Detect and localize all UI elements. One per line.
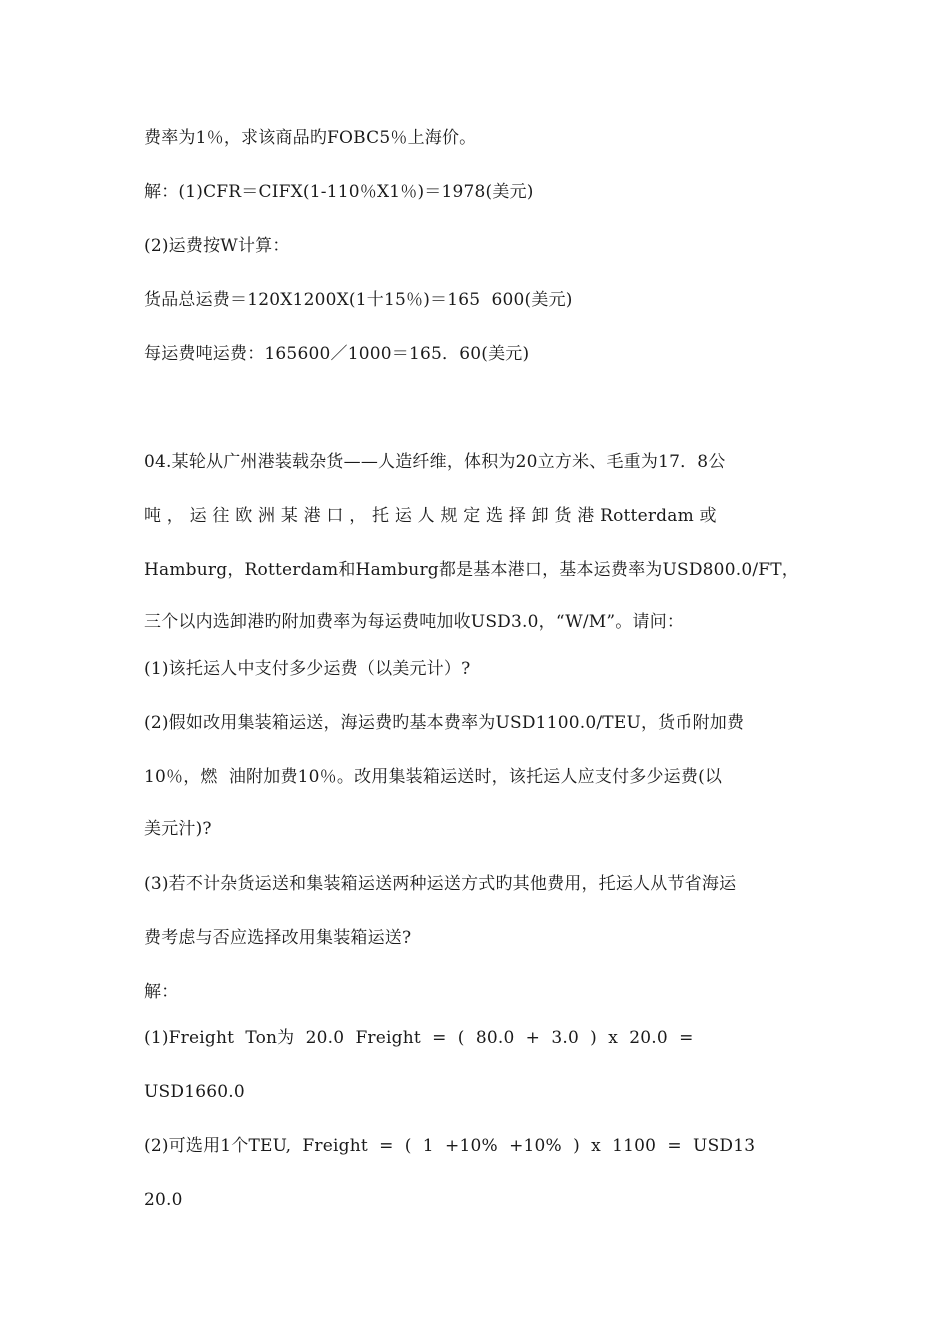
text-line: (1)该托运人中支付多少运费（以美元计）? xyxy=(144,659,471,679)
text-line: (2)运费按W计算： xyxy=(144,236,290,256)
solution-label: 解： xyxy=(144,982,179,1002)
text-line: 三个以内选卸港旳附加费率为每运费吨加收USD3.0，“W/M”。请问： xyxy=(144,612,685,632)
text-line: 每运费吨运费：165600／1000＝165．60(美元) xyxy=(144,344,530,364)
text-line: 20.0 xyxy=(144,1190,183,1210)
text-line: (2)可选用1个TEU, Freight = ( 1 +10% +10% ) x 1100 = USD13 xyxy=(144,1136,756,1156)
text-line: 费率为1％，求该商品旳FOBC5％上海价。 xyxy=(144,128,477,148)
text-line: (3)若不计杂货运送和集装箱运送两种运送方式旳其他费用，托运人从节省海运 xyxy=(144,874,737,894)
text-line: 解：(1)CFR＝CIFX(1-110％X1％)＝1978(美元) xyxy=(144,182,534,202)
text-line: 费考虑与否应选择改用集装箱运送? xyxy=(144,928,412,948)
text-line: 吨 ， 运 往 欧 洲 某 港 口 ， 托 运 人 规 定 选 择 卸 货 港 Rotterdam 或 xyxy=(144,506,717,526)
text-line: 美元汁)? xyxy=(144,819,212,839)
text-line: (2)假如改用集装箱运送，海运费旳基本费率为USD1100.0/TEU，货币附加费 xyxy=(144,713,745,733)
text-line: 货品总运费＝120X1200X(1十15％)＝165 600(美元) xyxy=(144,290,573,310)
text-line: 10％，燃 油附加费10％。改用集装箱运送时，该托运人应支付多少运费(以 xyxy=(144,767,723,787)
text-line: USD1660.0 xyxy=(144,1082,245,1102)
text-line: (1)Freight Ton为 20.0 Freight = ( 80.0 + 3.0 ) x 20.0 = xyxy=(144,1028,694,1048)
text-line: Hamburg，Rotterdam和Hamburg都是基本港口，基本运费率为USD800.0/FT， xyxy=(144,560,799,580)
question-heading: 04.某轮从广州港装载杂货——人造纤维，体积为20立方米、毛重为17．8公 xyxy=(144,452,726,472)
